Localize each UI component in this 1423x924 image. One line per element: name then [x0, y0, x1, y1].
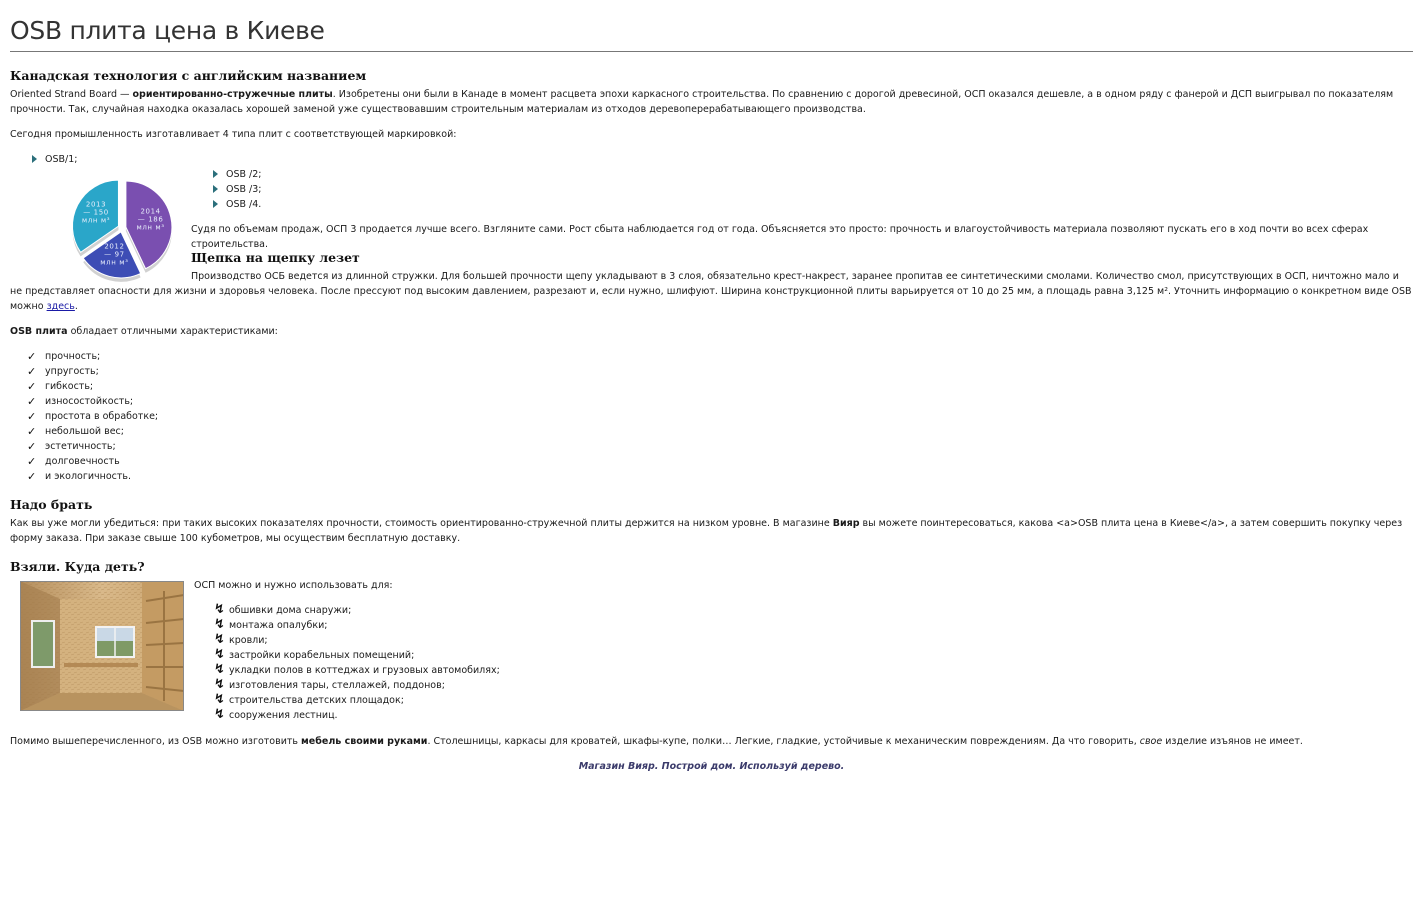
osb-type-list-1: [10, 152, 77, 167]
features-list: [10, 349, 158, 484]
section-heading-uses: Взяли. Куда деть?: [10, 559, 145, 574]
list-item: ↯ обшивки дома снаружи;: [210, 603, 500, 618]
uses-intro: ОСП можно и нужно использовать для:: [194, 580, 393, 591]
furniture-paragraph: Помимо вышеперечисленного, из OSB можно изготовить мебель своими руками. Столешницы, каркасы для кроватей, шкафы-купе, полки… Легкие, гладкие, устойчивые к механическим повреждениям. Да что говорить, свое изделие изъянов не имеет.: [10, 736, 1303, 747]
section-heading-technology: Канадская технология с английским названием: [10, 68, 367, 83]
section-heading-chips: Щепка на щепку лезет: [191, 250, 360, 265]
footer-slogan: Магазин Вияр. Построй дом. Используй дерево.: [578, 761, 845, 772]
osb-type-list-2: [191, 167, 262, 212]
list-item: ✓ прочность;: [10, 349, 158, 364]
list-item: ✓ износостойкость;: [10, 394, 158, 409]
sales-paragraph: Судя по объемам продаж, ОСП 3 продается лучше всего. Взгляните сами. Рост сбыта наблюдается год от года. Объясняется это просто: прочность и влагоустойчивость материала позволяют пускать его в ход почти во всех сферах строительства.: [191, 224, 1369, 250]
list-item: ✓ гибкость;: [10, 379, 158, 394]
list-item: ✓ упругость;: [10, 364, 158, 379]
list-item: ↯ строительства детских площадок;: [210, 693, 500, 708]
pie-label: 2014 — 186 млн м³: [136, 207, 165, 232]
list-item: ✓ эстетичность;: [10, 439, 158, 454]
osb-room-photo: [20, 581, 184, 711]
list-item: ✓ долговечность: [10, 454, 158, 469]
list-item: ↯ кровли;: [210, 633, 500, 648]
intro-paragraph: Oriented Strand Board — ориентированно-стружечные плиты. Изобретены они были в Канаде в момент расцвета эпохи каркасного строительства. По сравнению с дорогой древесиной, ОСП оказался дешевле, а в одном ряду с фанерой и ДСП выигрывал по показателям прочности. Так, случайная находка оказалась хорошей заменой уже существовавшим строительным материалам из отходов деревоперерабатывающего производства.: [10, 89, 1394, 115]
list-item: ↯ изготовления тары, стеллажей, поддонов;: [210, 678, 500, 693]
list-item: ↯ сооружения лестниц.: [210, 708, 500, 723]
list-item: ✓ небольшой вес;: [10, 424, 158, 439]
section-heading-buy: Надо брать: [10, 497, 93, 512]
pie-label: 2013 — 150 млн м³: [81, 200, 111, 225]
list-item: OSB /2;: [191, 167, 262, 182]
list-item: OSB /4.: [191, 197, 262, 212]
page-title: OSB плита цена в Киеве: [10, 16, 1413, 52]
list-item: OSB /3;: [191, 182, 262, 197]
types-intro: Сегодня промышленность изготавливает 4 типа плит с соответствующей маркировкой:: [10, 129, 457, 140]
sales-pie-chart: [62, 172, 184, 284]
uses-list: [210, 603, 500, 723]
list-item: ✓ простота в обработке;: [10, 409, 158, 424]
list-item: ✓ и экологичность.: [10, 469, 158, 484]
list-item: ↯ укладки полов в коттеджах и грузовых автомобилях;: [210, 663, 500, 678]
list-item: OSB/1;: [10, 152, 77, 167]
list-item: ↯ монтажа опалубки;: [210, 618, 500, 633]
details-link[interactable]: здесь: [46, 301, 75, 312]
production-paragraph: Производство ОСБ ведется из длинной стружки. Для большей прочности щепу укладывают в 3 слоя, обязательно крест-накрест, заранее пропитав ее синтетическими смолами. Количество смол, присутствующих в ОСП, ничтожно мало и не представляет опасности для жизни и здоровья человека. После прессуют под высоким давлением, разрезают и, если нужно, шлифуют. Ширина конструкционной плиты варьируется от 10 до 25 мм, а площадь равна 3,125 м². Уточнить информацию о конкретном виде OSB можно здесь.: [10, 271, 1412, 312]
pie-label: 2012 — 97 млн м³: [100, 242, 129, 267]
buy-paragraph: Как вы уже могли убедиться: при таких высоких показателях прочности, стоимость ориентированно-стружечной плиты держится на низком уровне. В магазине Вияр вы можете поинтересоваться, какова <a>OSB плита цена в Киеве</a>, а затем совершить покупку через форму заказа. При заказе свыше 100 кубометров, мы осуществим бесплатную доставку.: [10, 518, 1403, 544]
features-intro: OSB плита обладает отличными характеристиками:: [10, 326, 278, 337]
list-item: ↯ застройки корабельных помещений;: [210, 648, 500, 663]
